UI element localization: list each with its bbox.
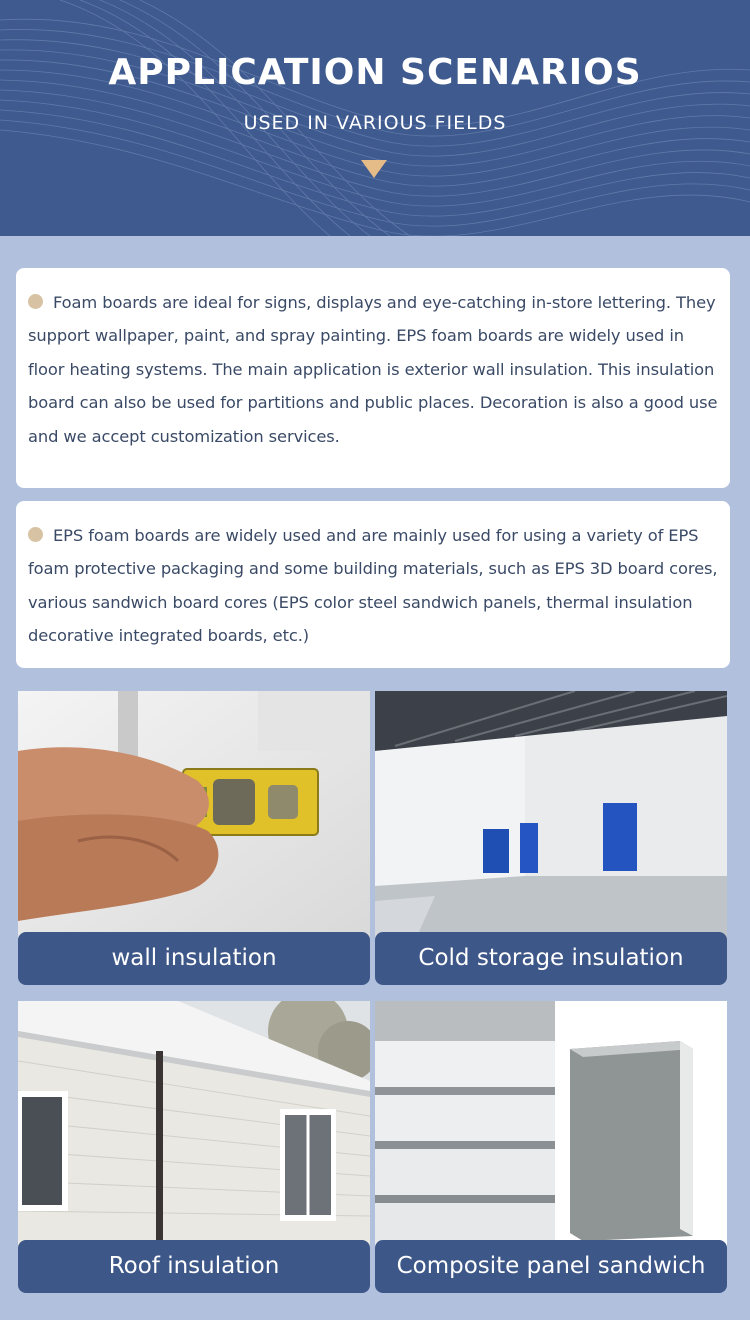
- application-tile-wall-insulation: [18, 691, 370, 985]
- application-tile-cold-storage: [375, 691, 727, 985]
- triangle-down-icon: [361, 160, 387, 178]
- bullet-dot-icon: [28, 294, 43, 309]
- composite-panel-photo: [375, 1001, 727, 1251]
- roof-insulation-photo: [18, 1001, 370, 1251]
- application-label: wall insulation: [18, 932, 370, 985]
- description-text: EPS foam boards are widely used and are mainly used for using a variety of EPS foam protective packaging and some building materials, such as EPS 3D board cores, various sandwich board cores (EPS color steel sandwich panels, thermal insulation decorative integrated boards, etc.): [28, 526, 718, 646]
- application-label: Composite panel sandwich: [375, 1240, 727, 1293]
- application-label: Cold storage insulation: [375, 932, 727, 985]
- description-paragraph: [28, 286, 720, 453]
- page-subtitle: USED IN VARIOUS FIELDS: [243, 112, 507, 134]
- header-banner: [0, 0, 750, 236]
- application-tile-composite-panel: [375, 1001, 727, 1293]
- wall-insulation-photo: [18, 691, 370, 941]
- application-tile-roof-insulation: [18, 1001, 370, 1293]
- bullet-dot-icon: [28, 527, 43, 542]
- description-text: Foam boards are ideal for signs, displays and eye-catching in-store lettering. They support wallpaper, paint, and spray painting. EPS foam boards are widely used in floor heating systems. The main application is exterior wall insulation. This insulation board can also be used for partitions and public places. Decoration is also a good use and we accept customization services.: [28, 293, 718, 446]
- application-label: Roof insulation: [18, 1240, 370, 1293]
- description-paragraph: [28, 519, 720, 653]
- description-card-1: [16, 268, 730, 488]
- description-card-2: [16, 501, 730, 668]
- cold-storage-photo: [375, 691, 727, 941]
- page-title: APPLICATION SCENARIOS: [108, 52, 642, 93]
